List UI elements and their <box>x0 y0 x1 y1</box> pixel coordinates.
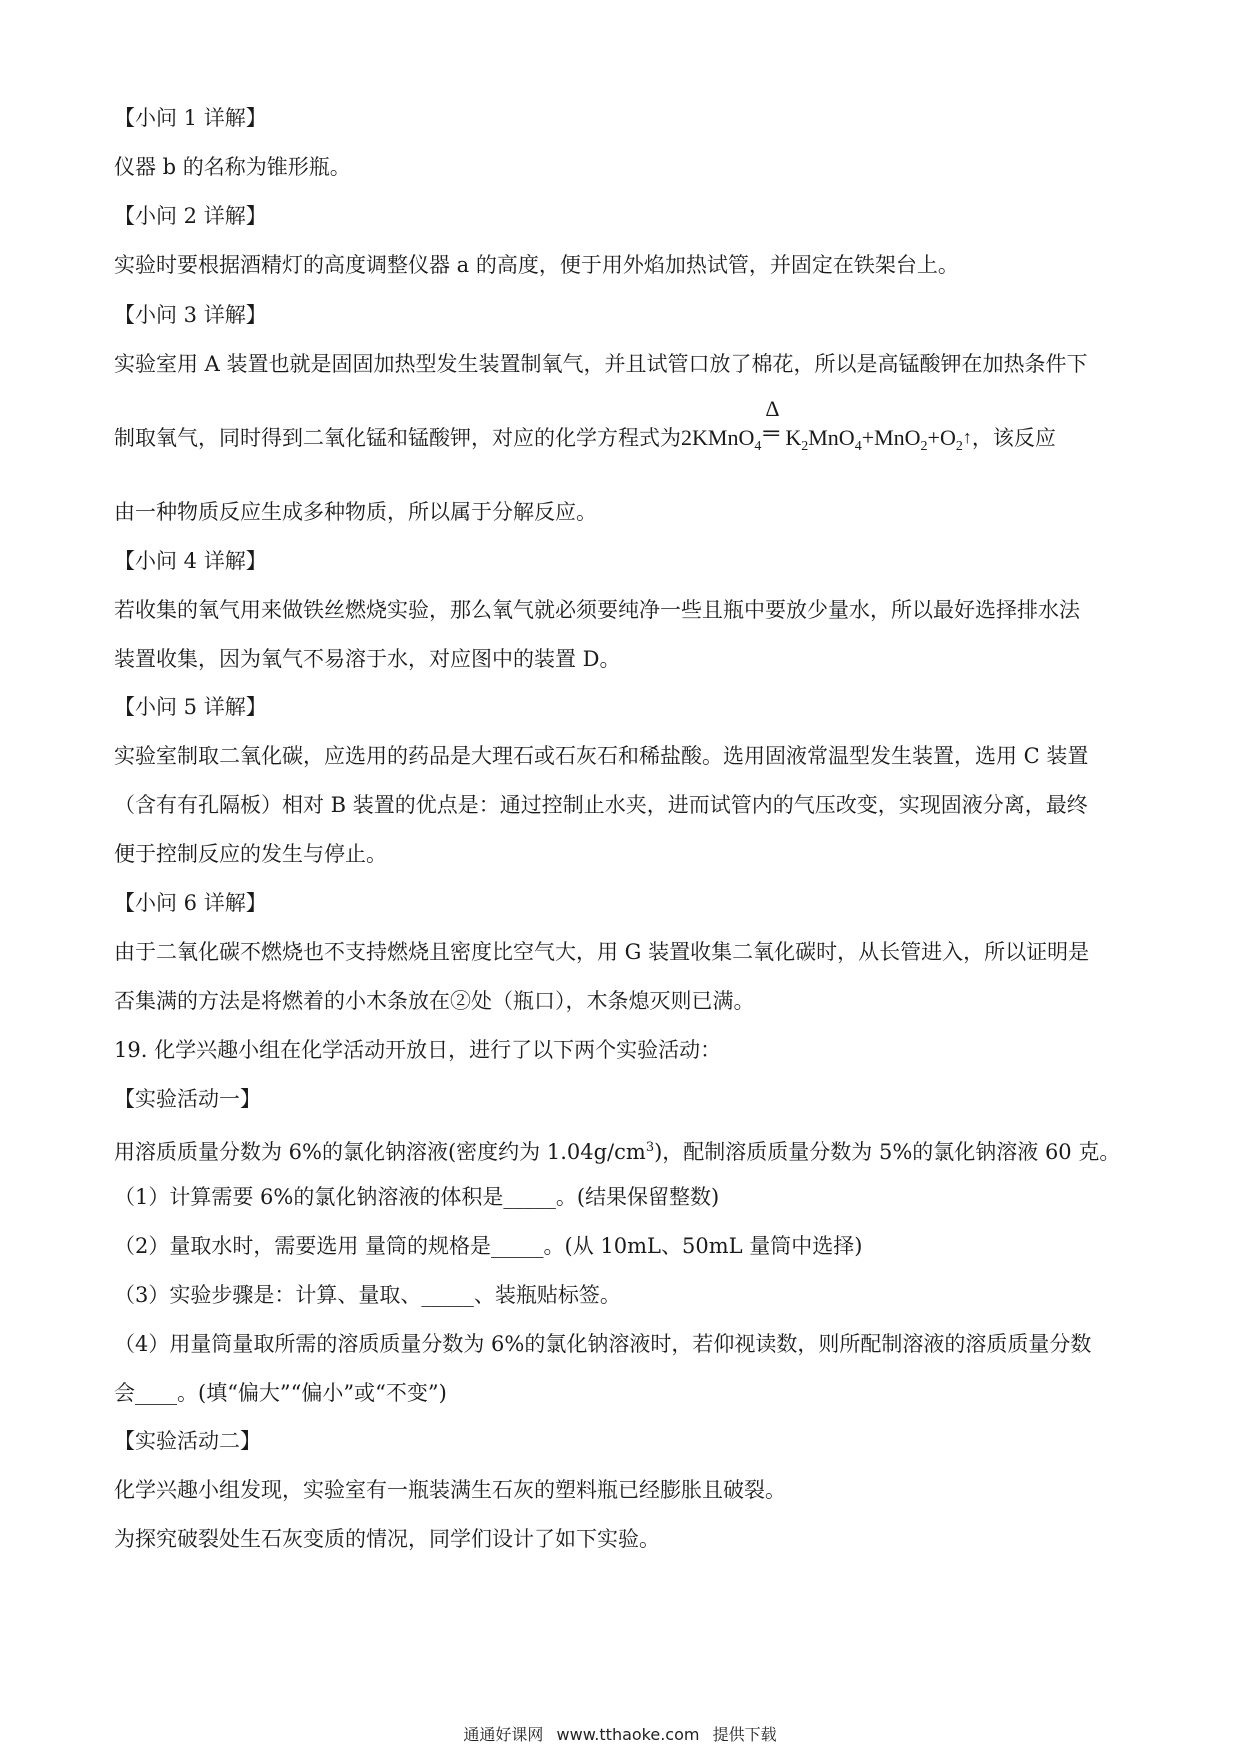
activity1-intro-pre: 用溶质质量分数为 6%的氯化钠溶液(密度约为 1.04g/cm <box>114 1140 646 1164</box>
page-footer <box>0 1724 1240 1746</box>
q3-line2 <box>114 396 1134 454</box>
question-item-3: （3）实验步骤是：计算、量取、_____、装瓶贴标签。 <box>114 1283 621 1307</box>
eq-reactant: 2KMnO <box>681 425 755 450</box>
gas-arrow-icon: ↑ <box>962 427 972 447</box>
q5-heading: 【小问 5 详解】 <box>114 695 267 719</box>
q6-heading: 【小问 6 详解】 <box>114 891 267 915</box>
q1-heading: 【小问 1 详解】 <box>114 106 267 130</box>
q5-line1: 实验室制取二氧化碳，应选用的药品是大理石或石灰石和稀盐酸。选用固液常温型发生装置，选用 C 装置 <box>114 744 1089 768</box>
q5-line3: 便于控制反应的发生与停止。 <box>114 842 387 866</box>
eq-product2-sub: 2 <box>920 439 928 454</box>
question-item-2: （2）量取水时，需要选用 量筒的规格是_____。(从 10mL、50mL 量筒中选择) <box>114 1234 863 1258</box>
q6-line2: 否集满的方法是将燃着的小木条放在②处（瓶口），木条熄灭则已满。 <box>114 989 755 1013</box>
footer-url[interactable]: www.tthaoke.com <box>556 1725 700 1744</box>
equals-symbol: ═ <box>763 420 779 445</box>
chemical-equation <box>681 396 972 454</box>
eq-product2: +MnO <box>861 425 921 450</box>
q4-line1: 若收集的氧气用来做铁丝燃烧实验，那么氧气就必须要纯净一些且瓶中要放少量水，所以最好选择排水法 <box>114 598 1080 622</box>
activity1-heading: 【实验活动一】 <box>114 1087 261 1111</box>
q1-text: 仪器 b 的名称为锥形瓶。 <box>114 155 351 179</box>
footer-suffix: 提供下载 <box>712 1725 777 1744</box>
activity1-intro <box>114 1133 1134 1167</box>
eq-product3: +O <box>927 425 956 450</box>
eq-heat-condition <box>761 396 785 452</box>
activity2-line2: 为探究破裂处生石灰变质的情况，同学们设计了如下实验。 <box>114 1527 660 1551</box>
eq-product3-sub: 2 <box>955 439 963 454</box>
eq-product1-k-sub: 2 <box>801 439 809 454</box>
eq-product1-mno-sub: 4 <box>854 439 862 454</box>
activity1-intro-sup: 3 <box>645 1140 655 1155</box>
question-item-4-line1: （4）用量筒量取所需的溶质质量分数为 6%的氯化钠溶液时，若仰视读数，则所配制溶液的溶质质量分数 <box>114 1332 1092 1356</box>
q4-heading: 【小问 4 详解】 <box>114 549 267 573</box>
delta-symbol: Δ <box>765 396 780 421</box>
eq-product1-mno: MnO <box>808 425 855 450</box>
footer-site-name: 通通好课网 <box>463 1725 544 1744</box>
activity2-line1: 化学兴趣小组发现，实验室有一瓶装满生石灰的塑料瓶已经膨胀且破裂。 <box>114 1478 786 1502</box>
q2-text: 实验时要根据酒精灯的高度调整仪器 a 的高度，便于用外焰加热试管，并固定在铁架台上。 <box>114 253 959 277</box>
q3-heading: 【小问 3 详解】 <box>114 303 267 327</box>
q4-line2: 装置收集，因为氧气不易溶于水，对应图中的装置 D。 <box>114 647 621 671</box>
eq-reactant-sub: 4 <box>754 439 762 454</box>
q3-line1: 实验室用 A 装置也就是固固加热型发生装置制氧气，并且试管口放了棉花，所以是高锰酸钾在加热条件下 <box>114 352 1088 376</box>
activity1-intro-post: )，配制溶质质量分数为 5%的氯化钠溶液 60 克。 <box>654 1140 1121 1164</box>
q19-title: 19. 化学兴趣小组在化学活动开放日，进行了以下两个实验活动： <box>114 1038 722 1062</box>
question-item-4-line2: 会____。(填“偏大”“偏小”或“不变”) <box>114 1381 447 1405</box>
q3-line2-pre: 制取氧气，同时得到二氧化锰和锰酸钾，对应的化学方程式为 <box>114 426 681 450</box>
eq-product1-k: K <box>785 425 802 450</box>
q6-line1: 由于二氧化碳不燃烧也不支持燃烧且密度比空气大，用 G 装置收集二氧化碳时，从长管进入，所以证明是 <box>114 940 1090 964</box>
q3-line3: 由一种物质反应生成多种物质，所以属于分解反应。 <box>114 500 597 524</box>
activity2-heading: 【实验活动二】 <box>114 1429 261 1453</box>
q3-line2-post: ，该反应 <box>971 426 1056 450</box>
q2-heading: 【小问 2 详解】 <box>114 204 267 228</box>
question-item-1: （1）计算需要 6%的氯化钠溶液的体积是_____。(结果保留整数) <box>114 1185 720 1209</box>
q5-line2: （含有有孔隔板）相对 B 装置的优点是：通过控制止水夹，进而试管内的气压改变，实现固液分离，最终 <box>114 793 1088 817</box>
